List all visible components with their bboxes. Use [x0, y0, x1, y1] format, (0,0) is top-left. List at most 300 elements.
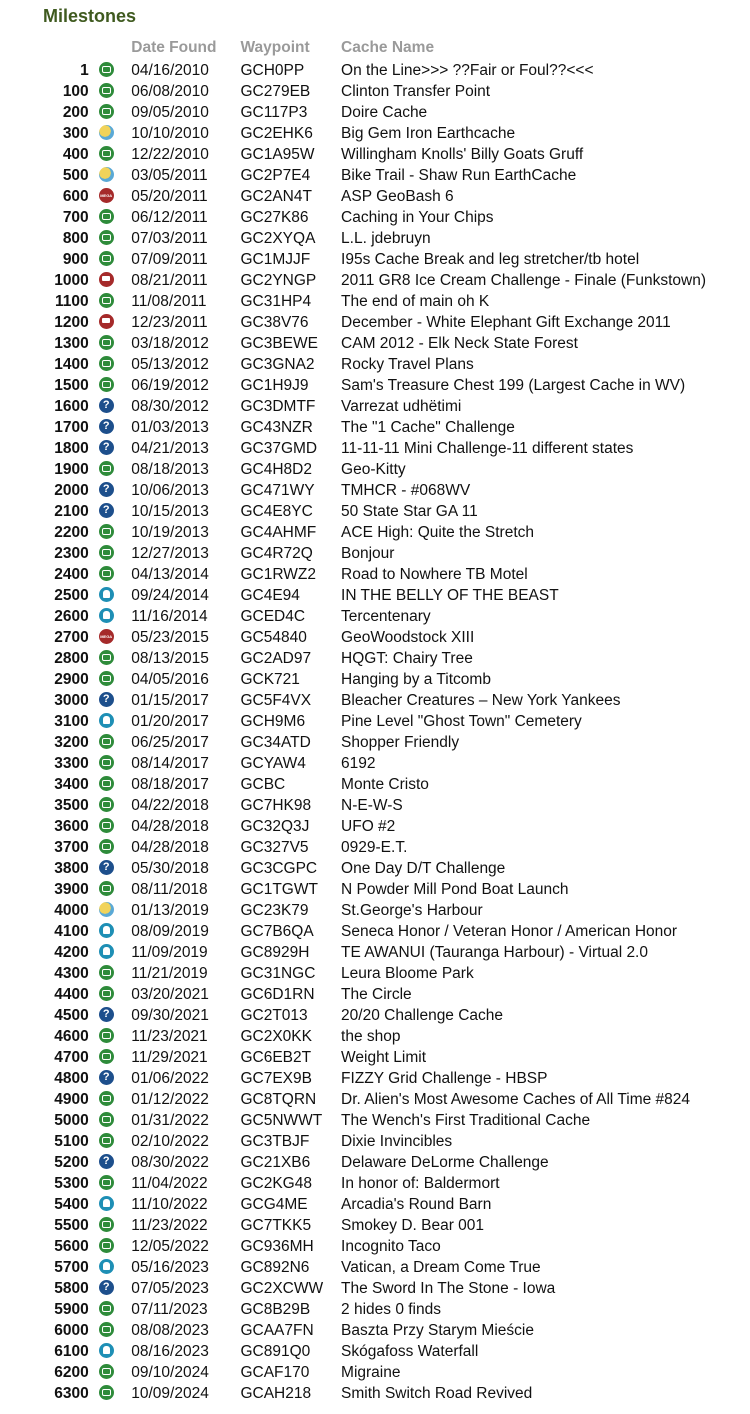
cache-name[interactable]: The Wench's First Traditional Cache	[341, 1112, 591, 1129]
date-found: 10/19/2013	[131, 524, 209, 541]
cache-type-cell	[99, 732, 132, 753]
cache-type-cell	[99, 123, 132, 144]
cache-type-cell	[99, 438, 132, 459]
waypoint-code[interactable]: GC34ATD	[240, 734, 311, 751]
waypoint-code[interactable]: GC2P7E4	[240, 167, 311, 184]
cache-type-cell	[99, 291, 132, 312]
mega-cache-icon	[99, 188, 114, 203]
milestone-number: 4600	[54, 1028, 89, 1045]
cache-type-cell	[99, 60, 132, 81]
table-row	[0, 900, 750, 921]
cache-type-cell	[99, 144, 132, 165]
cache-name[interactable]: Shopper Friendly	[341, 734, 460, 751]
table-row	[0, 1026, 750, 1047]
date-found: 11/23/2021	[131, 1028, 208, 1045]
cache-type-cell	[99, 312, 132, 333]
cache-name[interactable]: Big Gem Iron Earthcache	[341, 125, 516, 142]
waypoint-code[interactable]: GCAA7FN	[240, 1322, 314, 1339]
table-row	[0, 1341, 750, 1362]
cache-name[interactable]: St.George's Harbour	[341, 902, 483, 919]
milestone-number: 2500	[54, 587, 89, 604]
cache-type-cell	[99, 228, 132, 249]
table-row	[0, 774, 750, 795]
date-found: 10/10/2010	[131, 125, 209, 142]
cache-name[interactable]: UFO #2	[341, 818, 396, 835]
milestones-body	[0, 60, 750, 1404]
cache-type-cell	[99, 459, 132, 480]
cache-name[interactable]: FIZZY Grid Challenge - HBSP	[341, 1070, 548, 1087]
cache-name[interactable]: Willingham Knolls' Billy Goats Gruff	[341, 146, 584, 163]
date-found: 08/13/2015	[131, 650, 209, 667]
waypoint-code[interactable]: GC1MJJF	[240, 251, 311, 268]
cache-name[interactable]: The Sword In The Stone - Iowa	[341, 1280, 556, 1297]
traditional-cache-icon	[99, 209, 114, 224]
waypoint-code[interactable]: GC7HK98	[240, 797, 312, 814]
cache-name[interactable]: Incognito Taco	[341, 1238, 441, 1255]
waypoint-code[interactable]: GCAH218	[240, 1385, 312, 1402]
cache-name[interactable]: Migraine	[341, 1364, 401, 1381]
cache-type-cell	[99, 396, 132, 417]
cache-name[interactable]: 0929-E.T.	[341, 839, 408, 856]
cache-type-cell	[99, 690, 132, 711]
milestone-number: 4200	[54, 944, 89, 961]
cache-name[interactable]: Seneca Honor / Veteran Honor / American Honor	[341, 923, 678, 940]
date-found: 09/05/2010	[131, 104, 209, 121]
table-row	[0, 1005, 750, 1026]
date-found: 08/09/2019	[131, 923, 209, 940]
virtual-cache-icon	[99, 1343, 114, 1358]
cache-type-cell	[99, 1110, 132, 1131]
waypoint-code[interactable]: GC2YNGP	[240, 272, 317, 289]
traditional-cache-icon	[99, 1385, 114, 1400]
cache-name[interactable]: N Powder Mill Pond Boat Launch	[341, 881, 569, 898]
cache-name[interactable]: The "1 Cache" Challenge	[341, 419, 515, 436]
header-cache-name[interactable]: Cache Name	[341, 39, 435, 56]
table-row	[0, 963, 750, 984]
traditional-cache-icon	[99, 1091, 114, 1106]
waypoint-code[interactable]: GC2AD97	[240, 650, 312, 667]
milestone-number: 2600	[54, 608, 89, 625]
waypoint-code[interactable]: GC892N6	[240, 1259, 310, 1276]
waypoint-code[interactable]: GCAF170	[240, 1364, 310, 1381]
date-found: 08/30/2012	[131, 398, 209, 415]
cache-type-cell	[99, 774, 132, 795]
table-row	[0, 165, 750, 186]
cache-name[interactable]: Clinton Transfer Point	[341, 83, 491, 100]
milestone-number: 4700	[54, 1049, 89, 1066]
cache-name[interactable]: Smokey D. Bear 001	[341, 1217, 485, 1234]
table-row	[0, 669, 750, 690]
milestone-number: 2200	[54, 524, 89, 541]
cache-name[interactable]: Arcadia's Round Barn	[341, 1196, 492, 1213]
table-row	[0, 375, 750, 396]
cache-name[interactable]: Bike Trail - Shaw Run EarthCache	[341, 167, 577, 184]
waypoint-code[interactable]: GC279EB	[240, 83, 311, 100]
date-found: 10/15/2013	[131, 503, 209, 520]
waypoint-code[interactable]: GC1TGWT	[240, 881, 318, 898]
date-found: 08/18/2017	[131, 776, 209, 793]
date-found: 08/30/2022	[131, 1154, 209, 1171]
date-found: 10/09/2024	[131, 1385, 209, 1402]
waypoint-code[interactable]: GC2EHK6	[240, 125, 313, 142]
traditional-cache-icon	[99, 62, 114, 77]
date-found: 11/16/2014	[131, 608, 208, 625]
waypoint-code[interactable]: GC54840	[240, 629, 307, 646]
traditional-cache-icon	[99, 251, 114, 266]
waypoint-code[interactable]: GC117P3	[240, 104, 308, 121]
cache-type-cell	[99, 1047, 132, 1068]
waypoint-code[interactable]: GC3DMTF	[240, 398, 316, 415]
milestone-number: 2000	[54, 482, 89, 499]
cache-name[interactable]: Doire Cache	[341, 104, 428, 121]
cache-name[interactable]: TE AWANUI (Tauranga Harbour) - Virtual 2.0	[341, 944, 648, 961]
cache-name[interactable]: Weight Limit	[341, 1049, 427, 1066]
traditional-cache-icon	[99, 524, 114, 539]
cache-name[interactable]: 2 hides 0 finds	[341, 1301, 441, 1318]
milestone-number: 4100	[54, 923, 89, 940]
waypoint-code[interactable]: GCBC	[240, 776, 286, 793]
table-row	[0, 921, 750, 942]
waypoint-code[interactable]: GC2XCWW	[240, 1280, 324, 1297]
traditional-cache-icon	[99, 1217, 114, 1232]
waypoint-code[interactable]: GC4E8YC	[240, 503, 313, 520]
waypoint-code[interactable]: GC327V5	[240, 839, 309, 856]
cache-type-cell	[99, 627, 132, 648]
date-found: 04/21/2013	[131, 440, 209, 457]
waypoint-code[interactable]: GC4R72Q	[240, 545, 313, 562]
table-row	[0, 564, 750, 585]
cache-type-cell	[99, 837, 132, 858]
table-header-row	[0, 36, 750, 60]
waypoint-code[interactable]: GC7B6QA	[240, 923, 314, 940]
date-found: 07/05/2023	[131, 1280, 209, 1297]
waypoint-code[interactable]: GCH0PP	[240, 62, 305, 79]
table-row	[0, 207, 750, 228]
cache-type-cell	[99, 81, 132, 102]
date-found: 06/25/2017	[131, 734, 209, 751]
cache-name[interactable]: December - White Elephant Gift Exchange 2011	[341, 314, 671, 331]
cache-name[interactable]: Baszta Przy Starym Mieście	[341, 1322, 534, 1339]
milestone-number: 1700	[54, 419, 89, 436]
table-row	[0, 102, 750, 123]
table-row	[0, 942, 750, 963]
cache-name[interactable]: CAM 2012 - Elk Neck State Forest	[341, 335, 578, 352]
cache-name[interactable]: ACE High: Quite the Stretch	[341, 524, 535, 541]
waypoint-code[interactable]: GC32Q3J	[240, 818, 310, 835]
cache-name[interactable]: Smith Switch Road Revived	[341, 1385, 533, 1402]
date-found: 12/22/2010	[131, 146, 209, 163]
traditional-cache-icon	[99, 755, 114, 770]
mystery-cache-icon	[99, 1154, 114, 1169]
date-found: 11/08/2011	[131, 293, 207, 310]
date-found: 11/09/2019	[131, 944, 208, 961]
cache-name[interactable]: Vatican, a Dream Come True	[341, 1259, 541, 1276]
cache-name[interactable]: Leura Bloome Park	[341, 965, 474, 982]
milestone-number: 2400	[54, 566, 89, 583]
date-found: 01/20/2017	[131, 713, 209, 730]
date-found: 04/28/2018	[131, 818, 209, 835]
milestone-number: 3500	[54, 797, 89, 814]
cache-type-cell	[99, 543, 132, 564]
milestone-number: 3900	[54, 881, 89, 898]
cache-name[interactable]: GeoWoodstock XIII	[341, 629, 475, 646]
cache-type-cell	[99, 501, 132, 522]
milestone-number: 300	[62, 125, 89, 142]
date-found: 04/28/2018	[131, 839, 209, 856]
cache-name[interactable]: Dr. Alien's Most Awesome Caches of All Time #824	[341, 1091, 691, 1108]
table-row	[0, 795, 750, 816]
mystery-cache-icon	[99, 419, 114, 434]
milestone-number: 1600	[54, 398, 89, 415]
table-row	[0, 312, 750, 333]
cache-name[interactable]: 50 State Star GA 11	[341, 503, 478, 520]
milestone-number: 1800	[54, 440, 89, 457]
waypoint-code[interactable]: GC1A95W	[240, 146, 315, 163]
date-found: 11/29/2021	[131, 1049, 208, 1066]
waypoint-code[interactable]: GC2KG48	[240, 1175, 312, 1192]
cache-name[interactable]: 11-11-11 Mini Challenge-11 different states	[341, 440, 634, 457]
cache-name[interactable]: Sam's Treasure Chest 199 (Largest Cache in WV)	[341, 377, 686, 394]
table-row	[0, 501, 750, 522]
header-date-found[interactable]: Date Found	[131, 39, 217, 56]
cache-name[interactable]: N-E-W-S	[341, 797, 403, 814]
waypoint-code[interactable]: GC31NGC	[240, 965, 316, 982]
date-found: 01/13/2019	[131, 902, 209, 919]
table-row	[0, 690, 750, 711]
date-found: 07/09/2011	[131, 251, 208, 268]
cache-type-cell	[99, 1089, 132, 1110]
waypoint-code[interactable]: GC4AHMF	[240, 524, 317, 541]
table-row	[0, 417, 750, 438]
traditional-cache-icon	[99, 566, 114, 581]
cache-type-cell	[99, 564, 132, 585]
table-row	[0, 1110, 750, 1131]
date-found: 11/21/2019	[131, 965, 208, 982]
table-row	[0, 627, 750, 648]
cache-name[interactable]: Hanging by a Titcomb	[341, 671, 491, 688]
waypoint-code[interactable]: GC3GNA2	[240, 356, 315, 373]
milestone-number: 4500	[54, 1007, 89, 1024]
table-row	[0, 396, 750, 417]
milestone-number: 5700	[54, 1259, 89, 1276]
header-milestone	[0, 36, 99, 60]
waypoint-code[interactable]: GC3CGPC	[240, 860, 318, 877]
date-found: 03/18/2012	[131, 335, 209, 352]
milestone-number: 1000	[54, 272, 89, 289]
cache-type-cell	[99, 879, 132, 900]
cache-type-cell	[99, 1173, 132, 1194]
traditional-cache-icon	[99, 104, 114, 119]
milestone-number: 400	[62, 146, 89, 163]
traditional-cache-icon	[99, 1301, 114, 1316]
cache-type-cell	[99, 207, 132, 228]
cache-type-cell	[99, 816, 132, 837]
virtual-cache-icon	[99, 923, 114, 938]
table-row	[0, 270, 750, 291]
waypoint-code[interactable]: GC6EB2T	[240, 1049, 312, 1066]
date-found: 04/22/2018	[131, 797, 209, 814]
waypoint-code[interactable]: GC1RWZ2	[240, 566, 316, 583]
cache-name[interactable]: ASP GeoBash 6	[341, 188, 454, 205]
earthcache-cache-icon	[99, 167, 114, 182]
cache-name[interactable]: Pine Level "Ghost Town" Cemetery	[341, 713, 582, 730]
cache-name[interactable]: L.L. jdebruyn	[341, 230, 431, 247]
cache-type-cell	[99, 522, 132, 543]
traditional-cache-icon	[99, 1238, 114, 1253]
waypoint-code[interactable]: GCK721	[240, 671, 300, 688]
cache-type-cell	[99, 1026, 132, 1047]
table-row	[0, 438, 750, 459]
event-cache-icon	[99, 314, 114, 329]
virtual-cache-icon	[99, 587, 114, 602]
cache-name[interactable]: The Circle	[341, 986, 412, 1003]
waypoint-code[interactable]: GC6D1RN	[240, 986, 315, 1003]
cache-name[interactable]: The end of main oh K	[341, 293, 490, 310]
cache-name[interactable]: IN THE BELLY OF THE BEAST	[341, 587, 559, 604]
table-row	[0, 354, 750, 375]
waypoint-code[interactable]: GC8B29B	[240, 1301, 311, 1318]
table-row	[0, 858, 750, 879]
cache-name[interactable]: Skógafoss Waterfall	[341, 1343, 479, 1360]
cache-name[interactable]: Varrezat udhëtimi	[341, 398, 462, 415]
cache-name[interactable]: On the Line>>> ??Fair or Foul??<<<	[341, 62, 594, 79]
cache-name[interactable]: Road to Nowhere TB Motel	[341, 566, 528, 583]
waypoint-code[interactable]: GC8TQRN	[240, 1091, 317, 1108]
date-found: 09/10/2024	[131, 1364, 209, 1381]
header-waypoint[interactable]: Waypoint	[240, 39, 310, 56]
cache-name[interactable]: Tercentenary	[341, 608, 431, 625]
waypoint-code[interactable]: GC4H8D2	[240, 461, 312, 478]
date-found: 05/13/2012	[131, 356, 209, 373]
waypoint-code[interactable]: GCED4C	[240, 608, 306, 625]
traditional-cache-icon	[99, 818, 114, 833]
cache-name[interactable]: I95s Cache Break and leg stretcher/tb hotel	[341, 251, 640, 268]
date-found: 03/20/2021	[131, 986, 209, 1003]
traditional-cache-icon	[99, 734, 114, 749]
traditional-cache-icon	[99, 1049, 114, 1064]
waypoint-code[interactable]: GC21XB6	[240, 1154, 311, 1171]
waypoint-code[interactable]: GC1H9J9	[240, 377, 309, 394]
cache-type-cell	[99, 270, 132, 291]
traditional-cache-icon	[99, 377, 114, 392]
cache-type-cell	[99, 1362, 132, 1383]
waypoint-code[interactable]: GC3BEWE	[240, 335, 318, 352]
cache-name[interactable]: the shop	[341, 1028, 401, 1045]
waypoint-code[interactable]: GC5NWWT	[240, 1112, 323, 1129]
traditional-cache-icon	[99, 293, 114, 308]
cache-type-cell	[99, 186, 132, 207]
cache-type-cell	[99, 1236, 132, 1257]
waypoint-code[interactable]: GC31HP4	[240, 293, 312, 310]
cache-name[interactable]: Geo-Kitty	[341, 461, 406, 478]
waypoint-code[interactable]: GCG4ME	[240, 1196, 308, 1213]
virtual-cache-icon	[99, 1196, 114, 1211]
date-found: 11/10/2022	[131, 1196, 208, 1213]
milestone-number: 3600	[54, 818, 89, 835]
date-found: 01/12/2022	[131, 1091, 209, 1108]
mystery-cache-icon	[99, 1007, 114, 1022]
waypoint-code[interactable]: GC2T013	[240, 1007, 308, 1024]
waypoint-code[interactable]: GC4E94	[240, 587, 300, 604]
milestone-number: 4900	[54, 1091, 89, 1108]
cache-name[interactable]: Dixie Invincibles	[341, 1133, 453, 1150]
cache-name[interactable]: 20/20 Challenge Cache	[341, 1007, 504, 1024]
traditional-cache-icon	[99, 1133, 114, 1148]
table-row	[0, 228, 750, 249]
table-row	[0, 1320, 750, 1341]
cache-name[interactable]: Bonjour	[341, 545, 395, 562]
milestone-number: 2300	[54, 545, 89, 562]
cache-type-cell	[99, 1068, 132, 1089]
waypoint-code[interactable]: GC37GMD	[240, 440, 318, 457]
table-row	[0, 816, 750, 837]
cache-name[interactable]: Caching in Your Chips	[341, 209, 494, 226]
table-row	[0, 1089, 750, 1110]
date-found: 08/08/2023	[131, 1322, 209, 1339]
cache-name[interactable]: Bleacher Creatures – New York Yankees	[341, 692, 621, 709]
date-found: 07/03/2011	[131, 230, 208, 247]
traditional-cache-icon	[99, 1364, 114, 1379]
table-row	[0, 1131, 750, 1152]
milestone-number: 5500	[54, 1217, 89, 1234]
table-row	[0, 543, 750, 564]
waypoint-code[interactable]: GC38V76	[240, 314, 309, 331]
waypoint-code[interactable]: GCH9M6	[240, 713, 306, 730]
waypoint-code[interactable]: GC7EX9B	[240, 1070, 312, 1087]
cache-name[interactable]: TMHCR - #068WV	[341, 482, 471, 499]
cache-name[interactable]: Rocky Travel Plans	[341, 356, 474, 373]
waypoint-code[interactable]: GC471WY	[240, 482, 315, 499]
waypoint-code[interactable]: GC43NZR	[240, 419, 313, 436]
date-found: 06/12/2011	[131, 209, 208, 226]
table-row	[0, 648, 750, 669]
milestone-number: 1500	[54, 377, 89, 394]
cache-name[interactable]: HQGT: Chairy Tree	[341, 650, 473, 667]
table-row	[0, 1383, 750, 1404]
cache-name[interactable]: Delaware DeLorme Challenge	[341, 1154, 549, 1171]
date-found: 06/19/2012	[131, 377, 209, 394]
milestone-number: 5600	[54, 1238, 89, 1255]
waypoint-code[interactable]: GC27K86	[240, 209, 309, 226]
date-found: 05/23/2015	[131, 629, 209, 646]
waypoint-code[interactable]: GC936MH	[240, 1238, 314, 1255]
cache-type-cell	[99, 1215, 132, 1236]
table-row	[0, 1278, 750, 1299]
milestone-number: 1900	[54, 461, 89, 478]
waypoint-code[interactable]: GC3TBJF	[240, 1133, 310, 1150]
table-row	[0, 1152, 750, 1173]
waypoint-code[interactable]: GC2XYQA	[240, 230, 316, 247]
milestone-number: 5200	[54, 1154, 89, 1171]
table-row	[0, 459, 750, 480]
cache-type-cell	[99, 1383, 132, 1404]
cache-name[interactable]: 6192	[341, 755, 376, 772]
waypoint-code[interactable]: GC891Q0	[240, 1343, 311, 1360]
waypoint-code[interactable]: GC5F4VX	[240, 692, 312, 709]
waypoint-code[interactable]: GC2X0KK	[240, 1028, 312, 1045]
cache-type-cell	[99, 354, 132, 375]
cache-name[interactable]: Monte Cristo	[341, 776, 429, 793]
waypoint-code[interactable]: GC2AN4T	[240, 188, 312, 205]
cache-name[interactable]: In honor of: Baldermort	[341, 1175, 500, 1192]
cache-name[interactable]: 2011 GR8 Ice Cream Challenge - Finale (Funkstown)	[341, 272, 707, 289]
waypoint-code[interactable]: GCYAW4	[240, 755, 306, 772]
waypoint-code[interactable]: GC8929H	[240, 944, 310, 961]
waypoint-code[interactable]: GC23K79	[240, 902, 309, 919]
cache-name[interactable]: One Day D/T Challenge	[341, 860, 506, 877]
date-found: 05/30/2018	[131, 860, 209, 877]
waypoint-code[interactable]: GC7TKK5	[240, 1217, 312, 1234]
